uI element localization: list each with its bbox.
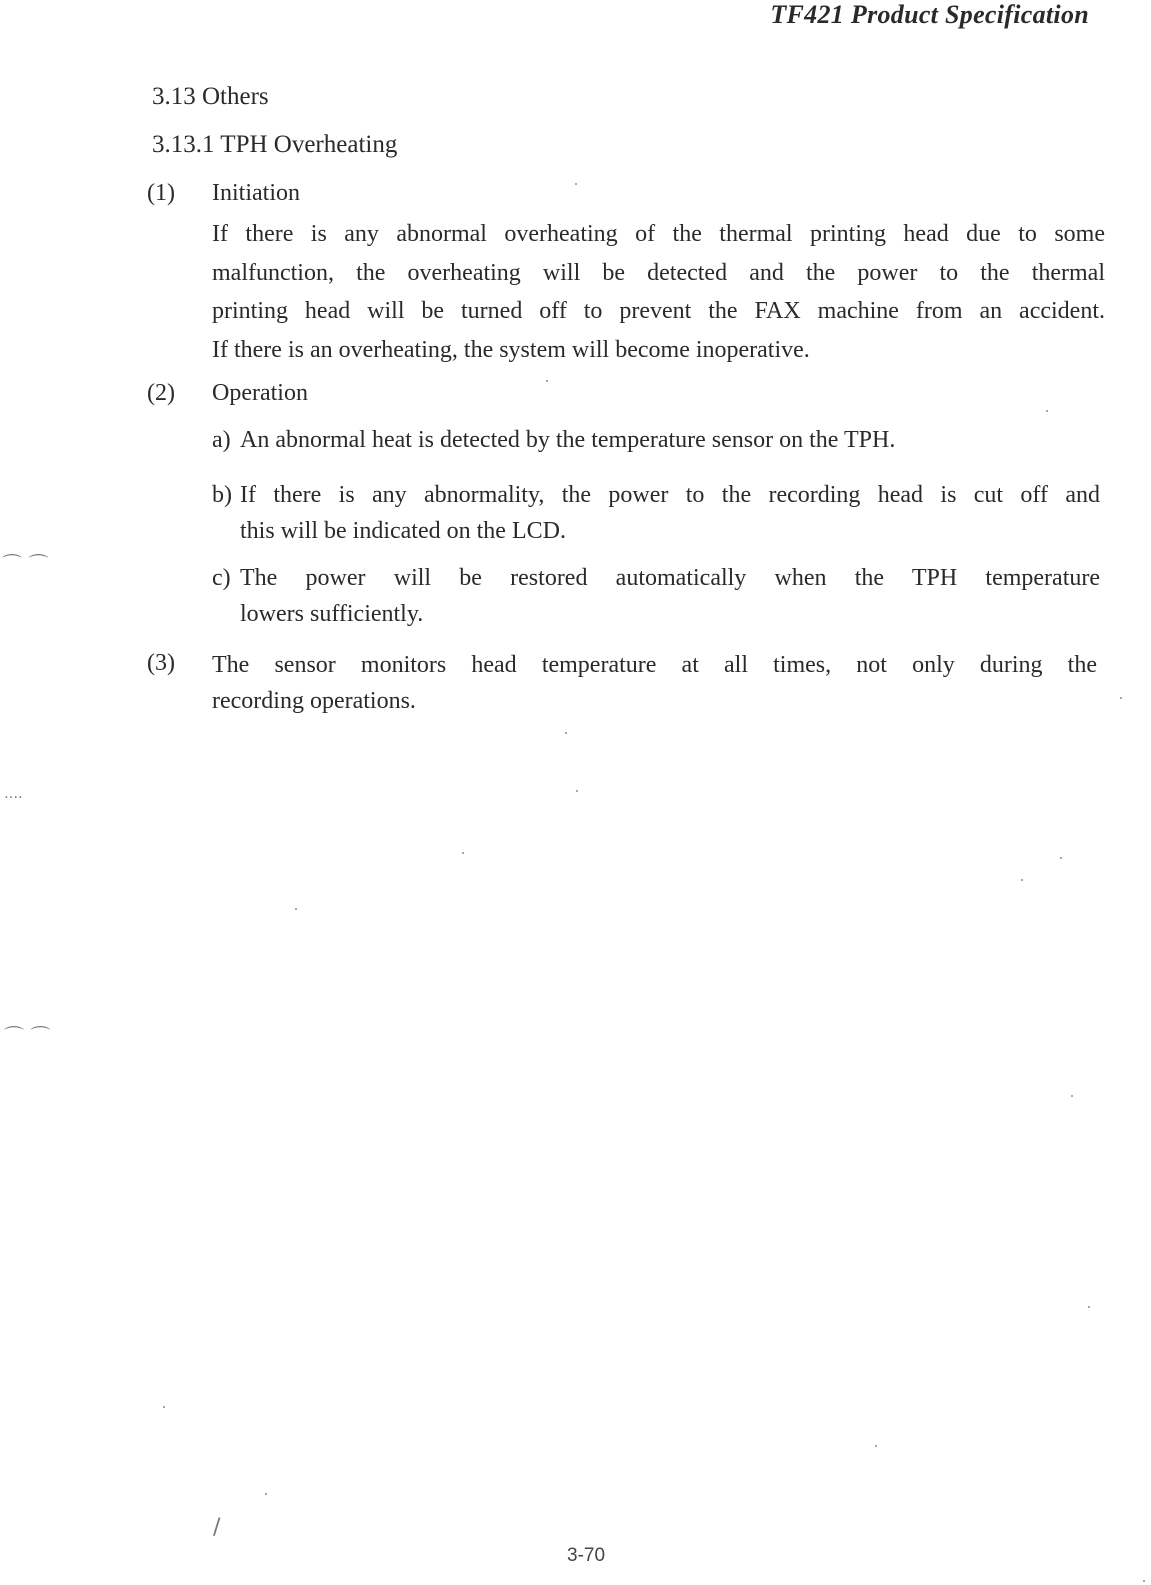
scan-speck <box>265 1493 267 1495</box>
item-number-3: (3) <box>147 650 175 676</box>
scan-speck <box>462 852 464 854</box>
sub-item-text-continued: lowers sufficiently. <box>240 601 424 627</box>
page-number: 3-70 <box>567 1545 606 1566</box>
scan-speck <box>875 1445 877 1447</box>
scan-speck <box>1120 697 1122 699</box>
scan-artifact-mark: ‥‥ <box>4 786 23 802</box>
sub-item-label: a) <box>212 427 231 453</box>
operation-sub-item-b <box>212 477 1100 549</box>
running-header: TF421 Product Specification <box>770 0 1089 29</box>
paragraph-line: If there is any abnormal overheating of the thermal printing head due to some <box>212 221 1105 247</box>
item-3-paragraph <box>212 647 1097 719</box>
scan-speck <box>163 1406 165 1408</box>
scan-artifact-mark: / <box>213 1515 221 1540</box>
sub-item-text: If there is any abnormality, the power to the recording head is cut off and <box>240 482 1100 508</box>
sub-item-text: An abnormal heat is detected by the temperature sensor on the TPH. <box>240 427 896 453</box>
scan-speck <box>1060 857 1062 859</box>
scan-artifact-mark: ⌒ ⌒ <box>2 552 49 576</box>
scan-speck <box>1021 879 1023 881</box>
section-heading: 3.13 Others <box>152 83 269 110</box>
scan-speck <box>575 183 577 185</box>
sub-item-label: c) <box>212 565 231 591</box>
subsection-heading: 3.13.1 TPH Overheating <box>152 131 398 158</box>
scan-speck <box>1143 1580 1145 1582</box>
paragraph-line: malfunction, the overheating will be detected and the power to the thermal <box>212 259 1105 286</box>
scan-speck <box>1071 1095 1073 1097</box>
paragraph-line: printing head will be turned off to prevent the FAX machine from an accident. <box>212 298 1105 324</box>
paragraph-line: recording operations. <box>212 688 416 714</box>
operation-sub-item-a <box>212 422 1100 458</box>
scan-speck <box>1046 410 1048 412</box>
paragraph-line: The sensor monitors head temperature at all times, not only during the <box>212 652 1097 678</box>
scan-speck <box>546 380 548 382</box>
scan-speck <box>565 732 567 734</box>
scan-artifact-mark: ⌒ ⌒ <box>4 1024 51 1048</box>
item-number-1: (1) <box>147 180 175 206</box>
paragraph-line: If there is an overheating, the system will become inoperative. <box>212 336 810 363</box>
sub-item-text-continued: this will be indicated on the LCD. <box>240 518 566 544</box>
scan-speck <box>576 790 578 792</box>
operation-sub-item-c <box>212 560 1100 632</box>
item-title-initiation: Initiation <box>212 180 300 206</box>
scan-speck <box>295 908 297 910</box>
sub-item-label: b) <box>212 482 232 508</box>
initiation-paragraph <box>212 215 1105 369</box>
sub-item-text: The power will be restored automatically when the TPH temperature <box>240 565 1100 591</box>
item-title-operation: Operation <box>212 380 308 406</box>
scan-speck <box>1088 1306 1090 1308</box>
item-number-2: (2) <box>147 380 175 406</box>
